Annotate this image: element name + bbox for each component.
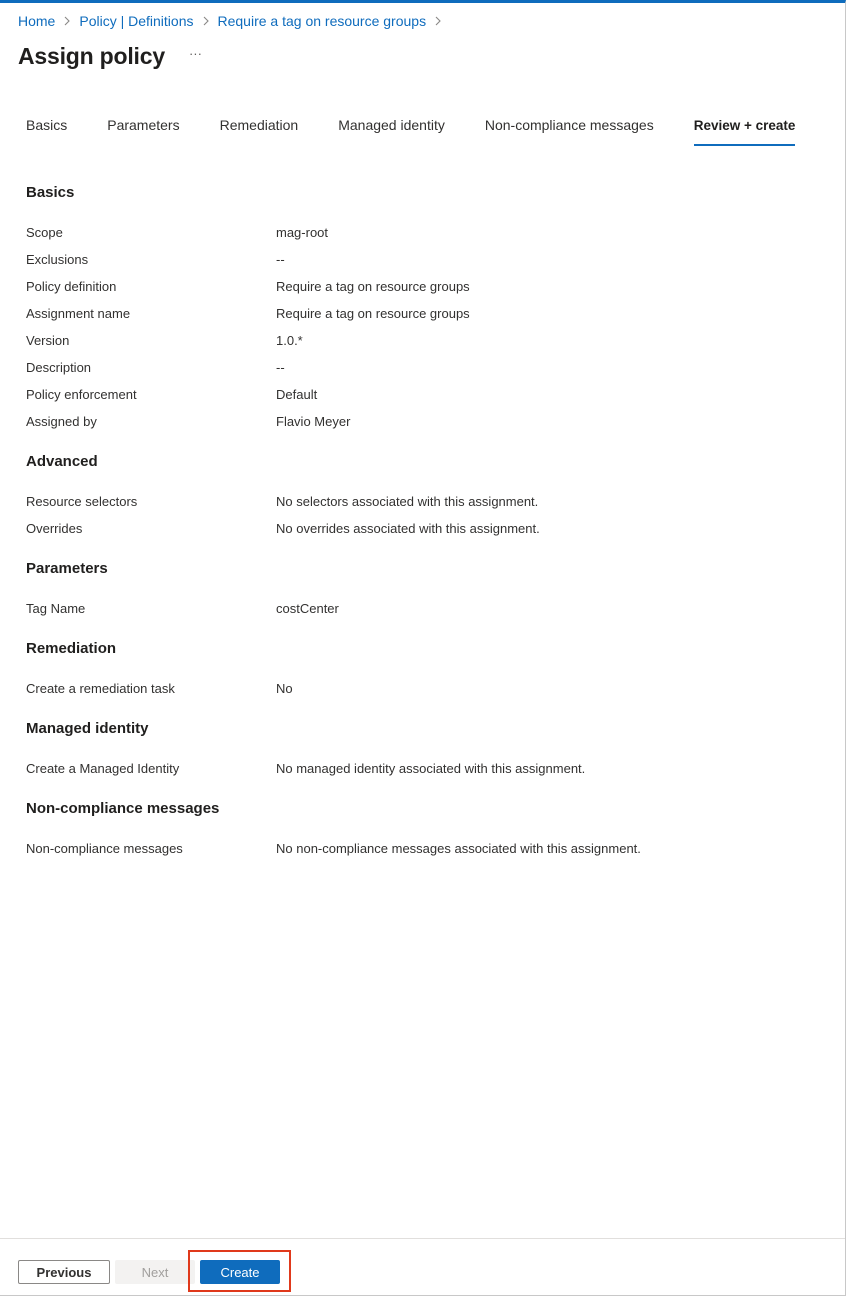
summary-row: [26, 219, 826, 246]
section-title: Non-compliance messages: [26, 800, 220, 817]
tab-managed-identity[interactable]: Managed identity: [338, 117, 445, 133]
previous-button[interactable]: Previous: [18, 1260, 110, 1284]
section-non-compliance-messages: [26, 797, 826, 862]
summary-row: [26, 408, 826, 435]
wizard-tabs: [26, 117, 835, 147]
row-value: Default: [276, 387, 318, 402]
row-value: No overrides associated with this assignment.: [276, 521, 540, 536]
row-value: No selectors associated with this assignment.: [276, 494, 539, 509]
row-label: Overrides: [26, 521, 83, 536]
breadcrumb-policy-definitions[interactable]: Policy | Definitions: [79, 13, 194, 29]
section-title: Managed identity: [26, 720, 149, 737]
section-parameters: [26, 557, 826, 622]
row-label: Create a remediation task: [26, 681, 175, 696]
tab-parameters[interactable]: Parameters: [107, 117, 180, 133]
row-label: Policy enforcement: [26, 387, 137, 402]
wizard-footer: [0, 1238, 845, 1296]
summary-row: [26, 273, 826, 300]
section-title: Advanced: [26, 453, 98, 470]
row-value: No managed identity associated with this assignment.: [276, 761, 586, 776]
breadcrumb-home[interactable]: Home: [18, 13, 56, 29]
row-label: Create a Managed Identity: [26, 761, 180, 776]
tab-remediation[interactable]: Remediation: [219, 117, 299, 133]
chevron-right-icon: [426, 16, 450, 26]
row-value: mag-root: [276, 225, 329, 240]
section-title: Basics: [26, 184, 75, 201]
summary-row: [26, 595, 826, 622]
summary-row: [26, 381, 826, 408]
section-basics: [26, 181, 826, 435]
row-value: No: [276, 681, 293, 696]
row-value: costCenter: [276, 601, 339, 616]
row-value: 1.0.*: [276, 333, 303, 348]
row-label: Description: [26, 360, 92, 375]
title-row: [18, 43, 202, 70]
breadcrumb-policy[interactable]: Require a tag on resource groups: [217, 13, 427, 29]
summary-row: [26, 300, 826, 327]
tab-review-create[interactable]: Review + create: [694, 118, 796, 146]
row-value: Flavio Meyer: [276, 414, 351, 429]
page-title: Assign policy: [18, 43, 165, 69]
summary-row: [26, 246, 826, 273]
summary-row: [26, 327, 826, 354]
review-content: [26, 181, 826, 877]
create-button[interactable]: Create: [200, 1260, 280, 1284]
chevron-right-icon: [194, 16, 218, 26]
tab-basics[interactable]: Basics: [26, 117, 68, 133]
section-advanced: [26, 450, 826, 542]
row-label: Resource selectors: [26, 494, 138, 509]
row-value: Require a tag on resource groups: [276, 279, 470, 294]
section-title: Remediation: [26, 640, 117, 657]
row-value: Require a tag on resource groups: [276, 306, 470, 321]
row-label: Assigned by: [26, 414, 97, 429]
tab-non-compliance-messages[interactable]: Non-compliance messages: [484, 117, 654, 133]
row-label: Non-compliance messages: [26, 841, 183, 856]
summary-row: [26, 755, 826, 782]
row-label: Tag Name: [26, 601, 86, 616]
row-value: --: [276, 252, 285, 267]
chevron-right-icon: [55, 16, 79, 26]
row-value: No non-compliance messages associated with this assignment.: [276, 841, 641, 856]
breadcrumb: [18, 13, 450, 29]
row-label: Scope: [26, 225, 63, 240]
row-label: Assignment name: [26, 306, 131, 321]
summary-row: [26, 488, 826, 515]
summary-row: [26, 835, 826, 862]
row-value: --: [276, 360, 285, 375]
row-label: Version: [26, 333, 70, 348]
more-options-icon[interactable]: ···: [188, 46, 202, 61]
section-managed-identity: [26, 717, 826, 782]
summary-row: [26, 675, 826, 702]
row-label: Policy definition: [26, 279, 117, 294]
next-button: Next: [115, 1260, 195, 1284]
summary-row: [26, 354, 826, 381]
summary-row: [26, 515, 826, 542]
row-label: Exclusions: [26, 252, 89, 267]
section-title: Parameters: [26, 560, 108, 577]
section-remediation: [26, 637, 826, 702]
